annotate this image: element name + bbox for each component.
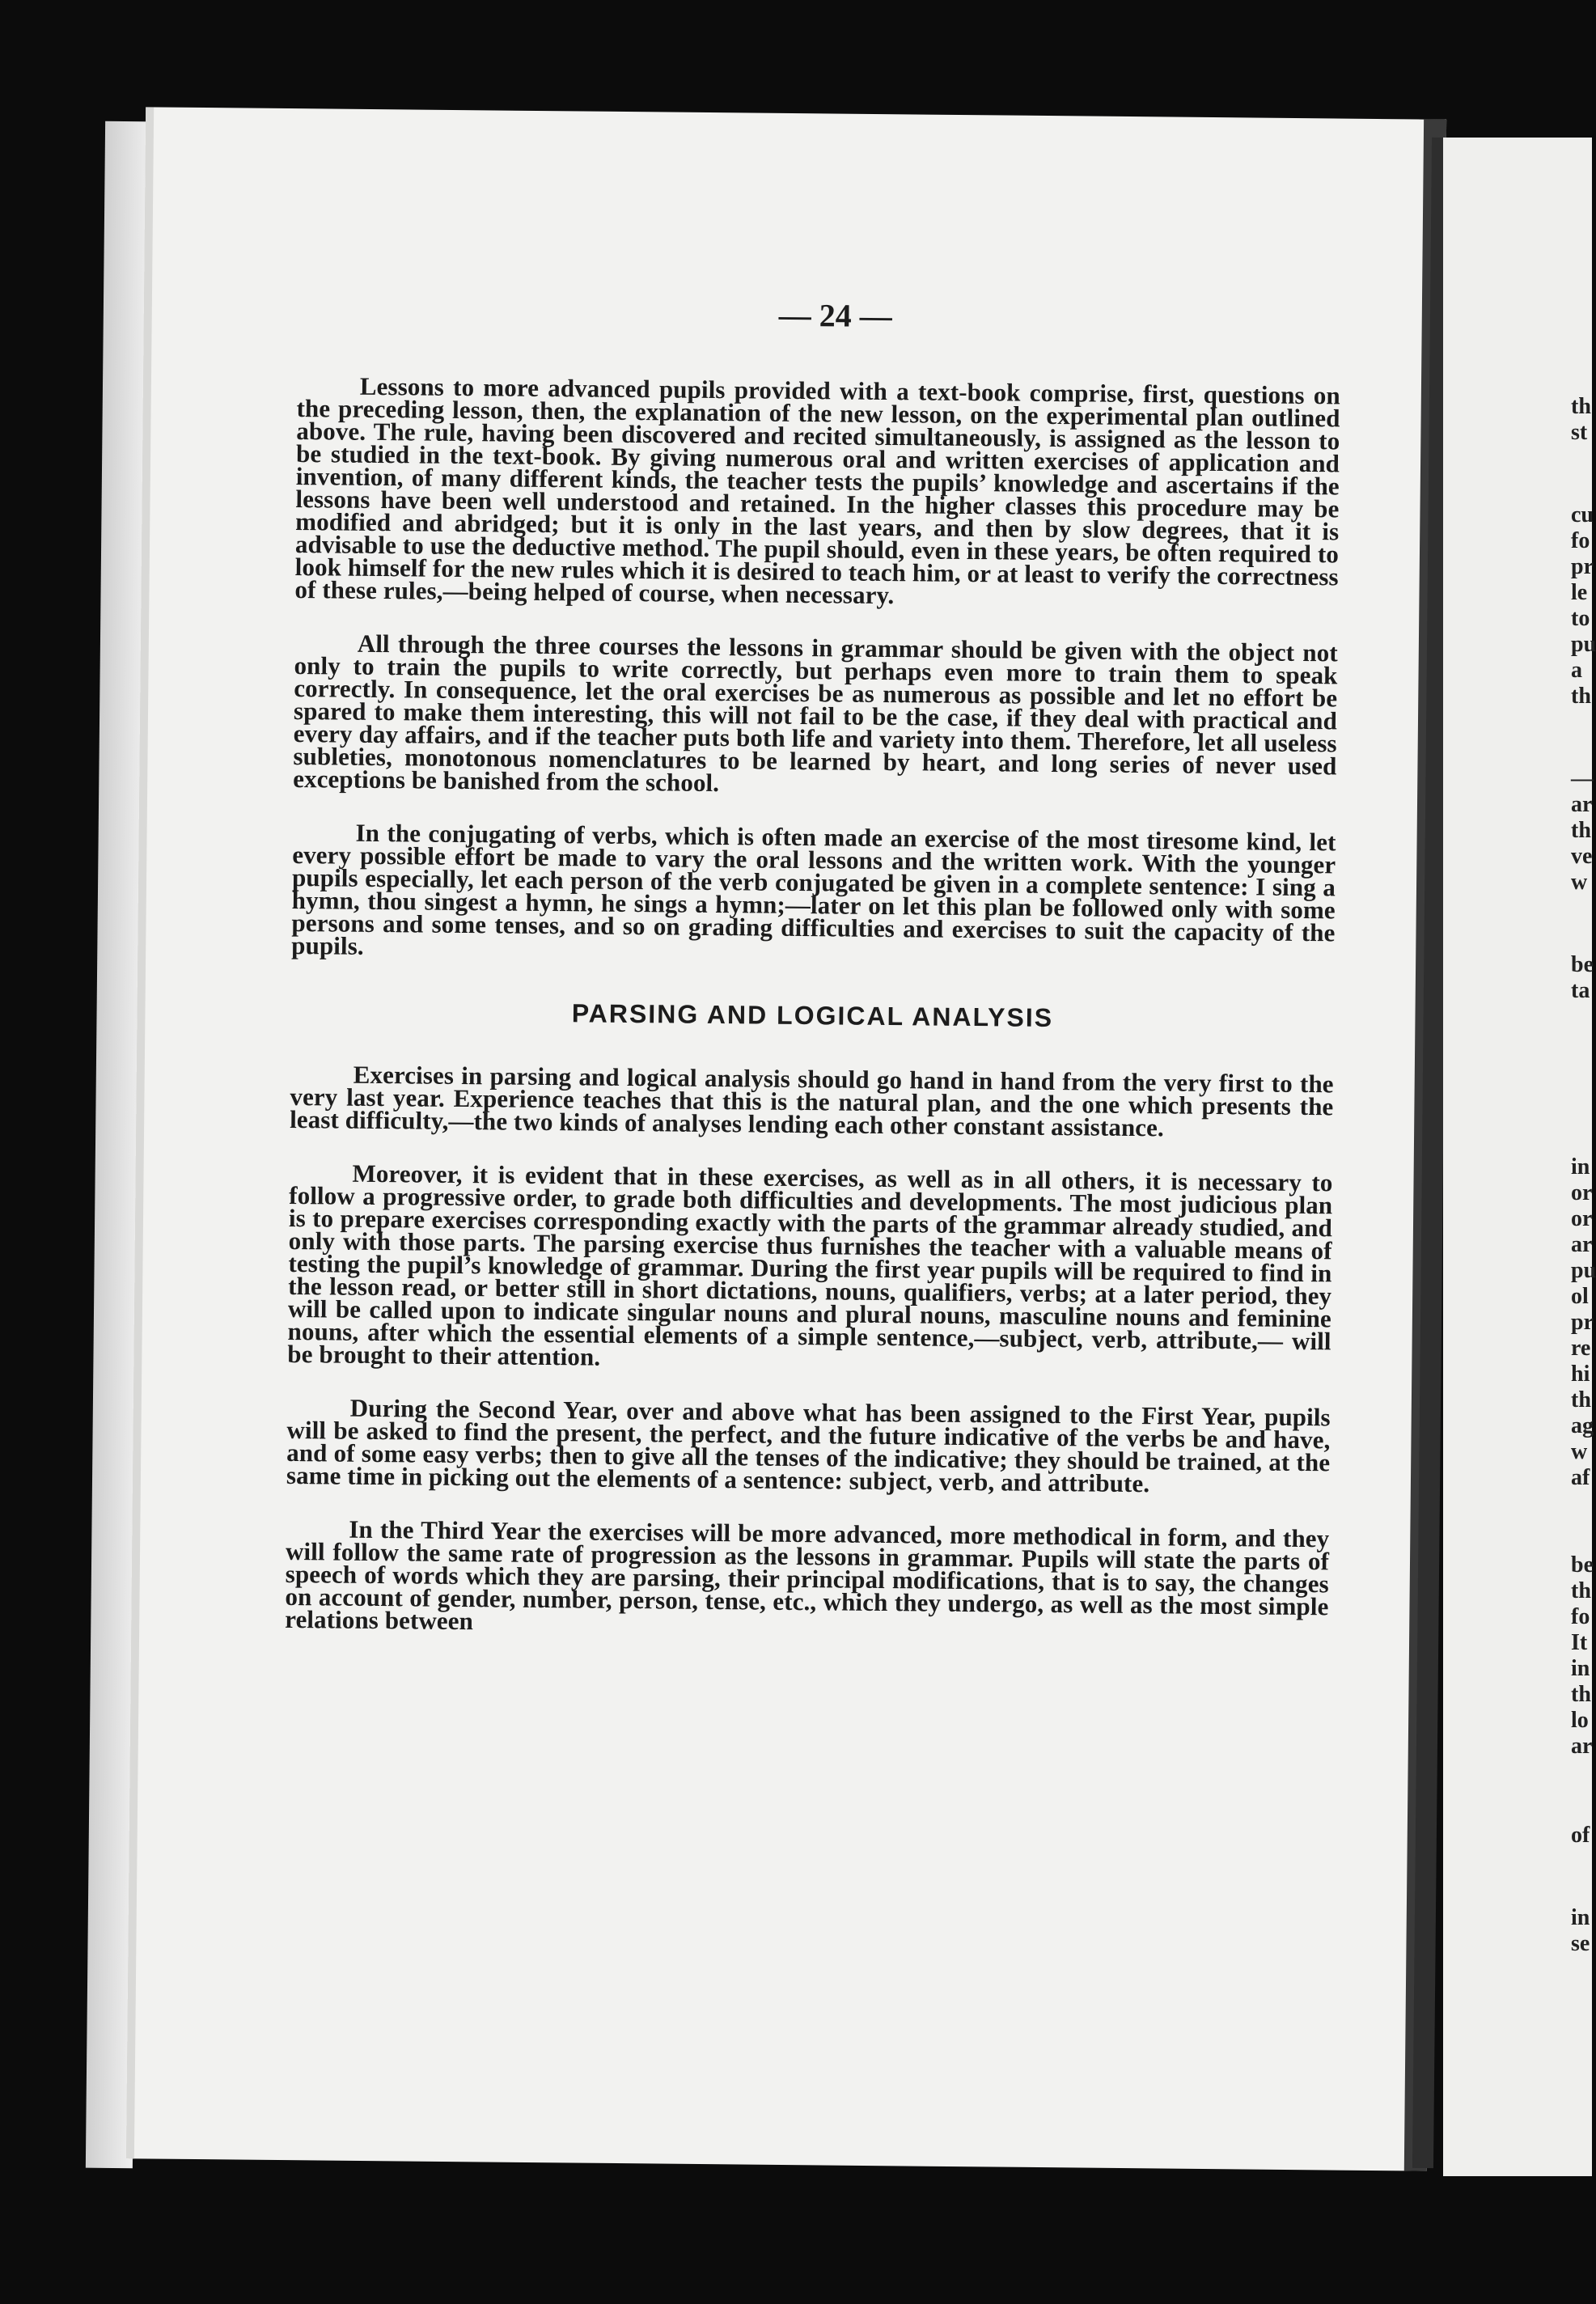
facing-fragment: th xyxy=(1571,394,1591,419)
facing-fragment: — xyxy=(1571,766,1594,791)
facing-fragment: It xyxy=(1571,1630,1588,1655)
facing-fragment: w xyxy=(1571,870,1588,895)
facing-fragment: th xyxy=(1571,818,1591,843)
facing-fragment: cu xyxy=(1571,502,1594,527)
facing-fragment: ar xyxy=(1571,792,1593,817)
facing-fragment: th xyxy=(1571,684,1591,709)
facing-fragment: af xyxy=(1571,1465,1590,1490)
facing-fragment: fo xyxy=(1571,1604,1590,1629)
facing-fragment: re xyxy=(1571,1336,1591,1361)
paragraph: All through the three courses the lessons in grammar should be given with the object not only to train the pupils to write correctly, but perhaps even more to train them to speak correctly. In consequence, let the oral exercises be as numerous as possible and let no effort be spared to make them interesting, this will not fail to be the case, if they deal with practical and every day affairs, and if the teacher puts both life and variety into them. Therefore, let all useless subleties, monotonous nomenclatures to be learned by heart, and long series of never used exceptions be banished from the school. xyxy=(293,629,1338,798)
paragraph: In the Third Year the exercises will be more advanced, more methodical in form, and they will follow the same rate of progression as the lessons in grammar. Pupils will state the parts of speech of words which they are parsing, their principal modifications, that is to say, the changes on account of gender, number, person, tense, etc., which they undergo, as well as the most simple relations between xyxy=(285,1514,1330,1636)
facing-fragment: a xyxy=(1571,658,1582,683)
facing-fragment: pu xyxy=(1571,1258,1596,1283)
facing-fragment: hi xyxy=(1571,1362,1590,1387)
section-heading: PARSING AND LOGICAL ANALYSIS xyxy=(571,998,1054,1033)
facing-fragment: of xyxy=(1571,1823,1590,1848)
facing-fragment: th xyxy=(1571,1682,1591,1707)
facing-fragment: se xyxy=(1571,1931,1590,1956)
paragraph: Exercises in parsing and logical analysis should go hand in hand from the very first to the very last year. Experience teaches that this is the natural plan, and the one which presents the least difficulty,—the two kinds of analyses lending each other constant assistance. xyxy=(290,1060,1334,1142)
facing-fragment: in xyxy=(1571,1154,1590,1180)
facing-fragment: lo xyxy=(1571,1708,1589,1733)
facing-fragment: in xyxy=(1571,1656,1590,1681)
facing-fragment: ta xyxy=(1571,978,1590,1003)
facing-fragment: ag xyxy=(1571,1413,1594,1438)
facing-fragment: st xyxy=(1571,420,1588,445)
facing-fragment: to xyxy=(1571,606,1590,631)
facing-fragment: pr xyxy=(1571,1310,1594,1335)
page-text-block xyxy=(285,291,1341,1671)
facing-fragment: or xyxy=(1571,1206,1593,1231)
paragraph: In the conjugating of verbs, which is often made an exercise of the most tiresome kind, let every possible effort be made to vary the oral lessons and the written work. With the younger pupils especially, let each person of the verb conjugated be given in a complete sentence: I sing a hymn, thou singest a hymn, he sings a hymn;—later on let this plan be followed only with some persons and some tenses, and so on grading difficulties and exercises to suit the capacity of the pupils. xyxy=(291,818,1336,960)
facing-fragment: ve xyxy=(1571,844,1593,869)
facing-fragment: le xyxy=(1571,580,1588,605)
facing-fragment: ar xyxy=(1571,1232,1593,1257)
paragraph: Moreover, it is evident that in these exercises, as well as in all others, it is necessary to follow a progressive order, to grade both difficulties and developments. The most judicious plan is to prepare exercises corresponding exactly with the parts of the grammar already studied, and only with those parts. The parsing exercise thus furnishes the teacher with a valuable means of testing the pupil’s knowledge of grammar. During the first year pupils will be required to find in the lesson read, or better still in short dictations, nouns, qualifiers, verbs; at a later period, they will be called upon to indicate singular nouns and plural nouns, masculine nouns and feminine nouns, after which the essential elements of a simple sentence,—subject, verb, attribute,— will be brought to their attention. xyxy=(287,1158,1333,1371)
facing-fragment: w xyxy=(1571,1439,1588,1464)
facing-fragment: ar xyxy=(1571,1734,1593,1759)
facing-fragment: fo xyxy=(1571,528,1590,553)
paragraph: Lessons to more advanced pupils provided with a text-book comprise, first, questions on the preceding lesson, then, the explanation of the new lesson, on the experimental plan outlined above. The rule, having been discovered and recited simultaneously, is assigned as the lesson to be studied in the text-book. By giving numerous oral and written exercises of application and invention, of many different kinds, the teacher tests the pupils’ knowledge and ascertains if the lessons have been well understood and retained. In the higher classes this procedure may be modified and abridged; but it is only in the last years, and then by slow degrees, that it is advisable to use the deductive method. The pupil should, even in these years, be often required to look himself for the new rules which it is desired to teach him, or at least to verify the correctness of these rules,—being helped of course, when necessary. xyxy=(294,371,1340,610)
paragraph: During the Second Year, over and above what has been assigned to the First Year, pupils will be asked to find the present, the perfect, and the future indicative of the verbs be and have, and of some easy verbs; then to give all the tenses of the indicative; they should be trained, at the same time in picking out the elements of a sentence: subject, verb, and attribute. xyxy=(286,1393,1331,1498)
facing-fragment: be xyxy=(1571,952,1594,977)
facing-fragment: be xyxy=(1571,1552,1594,1578)
facing-fragment: pu xyxy=(1571,632,1596,657)
page-number: — 24 — xyxy=(778,296,892,335)
facing-fragment: ol xyxy=(1571,1284,1589,1309)
facing-fragment: in xyxy=(1571,1905,1590,1930)
facing-fragment: or xyxy=(1571,1180,1593,1205)
facing-fragment: th xyxy=(1571,1387,1591,1412)
facing-page xyxy=(1443,138,1592,2176)
facing-fragment: th xyxy=(1571,1578,1591,1603)
facing-fragment: pr xyxy=(1571,554,1594,579)
